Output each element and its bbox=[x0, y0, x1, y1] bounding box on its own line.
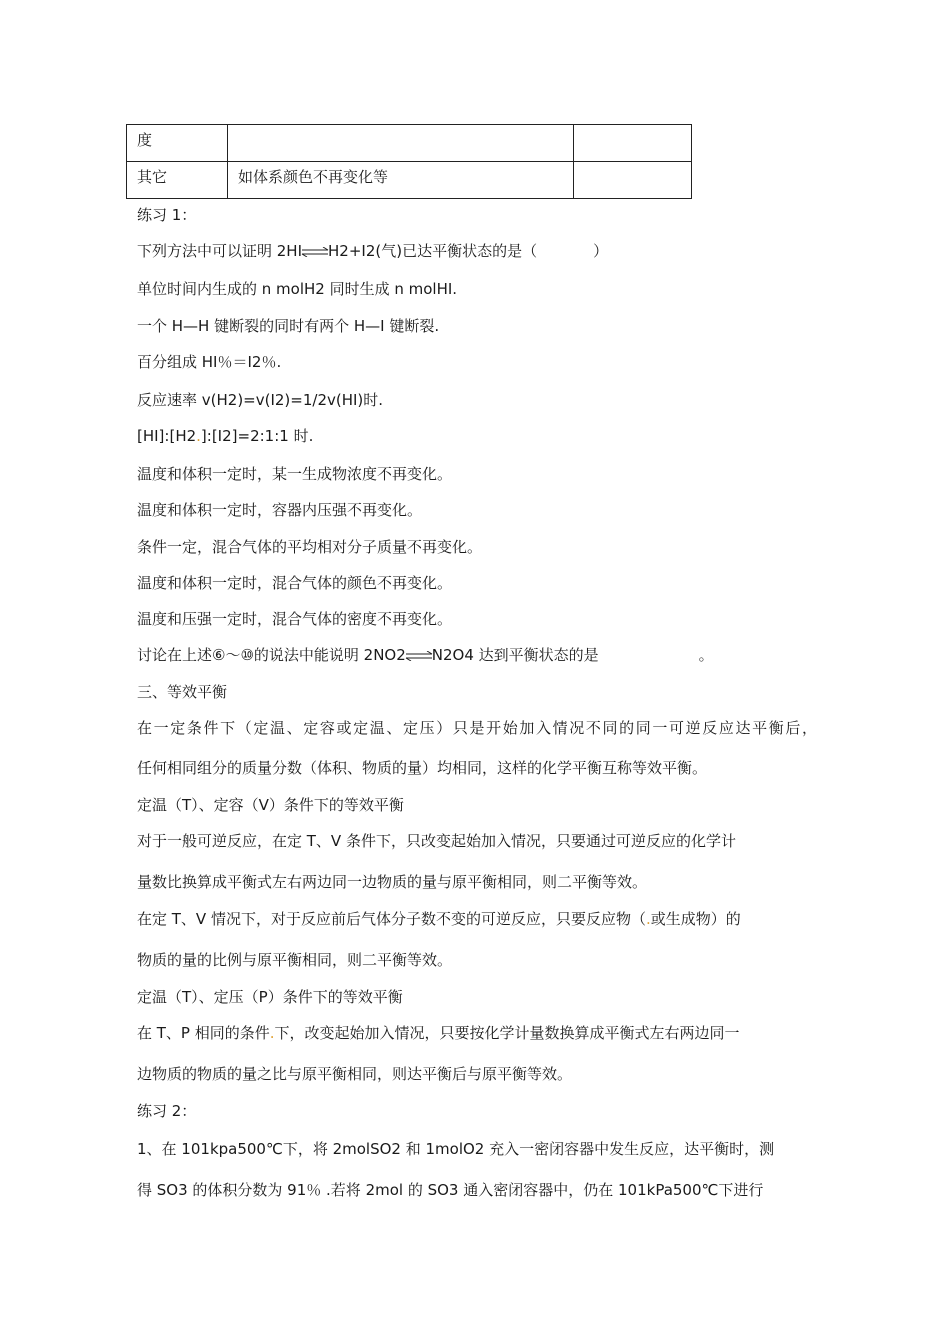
paragraph-line: 任何相同组分的质量分数（体积、物质的量）均相同，这样的化学平衡互称等效平衡。 bbox=[137, 759, 708, 777]
equilibrium-arrow-icon bbox=[301, 247, 329, 257]
table-cell: 度 bbox=[127, 125, 228, 162]
text-segment: 在 T、P 相同的条件 bbox=[137, 1024, 270, 1042]
exercise-2-heading: 练习 2： bbox=[137, 1102, 197, 1120]
exercise-1-heading: 练习 1： bbox=[137, 206, 197, 224]
text-segment: 。 bbox=[698, 646, 714, 664]
table-cell bbox=[574, 162, 692, 199]
option-line: 百分组成 HI％＝I2％. bbox=[137, 353, 282, 371]
text-segment: 下，改变起始加入情况，只要按化学计量数换算成平衡式左右两边同一 bbox=[274, 1024, 740, 1042]
text-segment: N2O4 达到平衡状态的是 bbox=[431, 646, 599, 664]
text-segment: 下列方法中可以证明 2HI bbox=[137, 242, 303, 260]
paragraph-line: 得 SO3 的体积分数为 91％ .若将 2mol 的 SO3 通入密闭容器中，仍在 101kPa500℃下进行 bbox=[137, 1181, 764, 1199]
text-segment: ） bbox=[593, 242, 609, 260]
option-line: 温度和体积一定时，容器内压强不再变化。 bbox=[137, 501, 423, 519]
paragraph-line: 1、在 101kpa500℃下，将 2molSO2 和 1molO2 充入一密闭容器中发生反应，达平衡时，测 bbox=[137, 1140, 775, 1158]
table-cell: 其它 bbox=[127, 162, 228, 199]
criteria-table bbox=[126, 124, 692, 199]
option-line: 反应速率 v(H2)=v(I2)=1/2v(HI)时. bbox=[137, 391, 384, 409]
text-segment: [HI]:[H2 bbox=[137, 427, 197, 445]
text-segment: 讨论在上述⑥～⑩的说法中能说明 2NO2 bbox=[137, 646, 406, 664]
text-segment: ]:[I2]=2:1:1 时. bbox=[200, 427, 314, 445]
subheading: 定温（T）、定压（P）条件下的等效平衡 bbox=[137, 988, 403, 1006]
table-cell bbox=[574, 125, 692, 162]
text-segment: 在定 T、V 情况下，对于反应前后气体分子数不变的可逆反应，只要反应物（ bbox=[137, 910, 646, 928]
option-line: 单位时间内生成的 n molH2 同时生成 n molHI. bbox=[137, 280, 458, 298]
option-line: 一个 H—H 键断裂的同时有两个 H—I 键断裂. bbox=[137, 317, 440, 335]
text-segment: H2+I2(气)已达平衡状态的是（ bbox=[328, 242, 538, 260]
option-line: 温度和体积一定时，某一生成物浓度不再变化。 bbox=[137, 465, 453, 483]
paragraph-line: 对于一般可逆反应，在定 T、V 条件下，只改变起始加入情况，只要通过可逆反应的化学计 bbox=[137, 832, 736, 850]
paragraph-line: 在 T、P 相同的条件.下，改变起始加入情况，只要按化学计量数换算成平衡式左右两边同一 bbox=[137, 1024, 740, 1042]
discussion-line bbox=[137, 645, 714, 665]
section-heading: 三、等效平衡 bbox=[137, 683, 228, 701]
option-line: 条件一定，混合气体的平均相对分子质量不再变化。 bbox=[137, 538, 483, 556]
option-line: 温度和体积一定时，混合气体的颜色不再变化。 bbox=[137, 574, 453, 592]
option-line: [HI]:[H2.]:[I2]=2:1:1 时. bbox=[137, 427, 314, 445]
table-row bbox=[127, 162, 692, 199]
option-line: 温度和压强一定时，混合气体的密度不再变化。 bbox=[137, 610, 453, 628]
paragraph-line: 在定 T、V 情况下，对于反应前后气体分子数不变的可逆反应，只要反应物（.或生成物）的 bbox=[137, 910, 741, 928]
paragraph-line: 在一定条件下（定温、定容或定温、定压）只是开始加入情况不同的同一可逆反应达平衡后， bbox=[137, 719, 817, 737]
text-segment: 或生成物）的 bbox=[650, 910, 741, 928]
table-cell bbox=[228, 125, 574, 162]
paragraph-line: 量数比换算成平衡式左右两边同一边物质的量与原平衡相同，则二平衡等效。 bbox=[137, 873, 648, 891]
paragraph-line: 物质的量的比例与原平衡相同，则二平衡等效。 bbox=[137, 951, 453, 969]
question-line bbox=[137, 241, 608, 261]
equilibrium-arrow-icon bbox=[405, 651, 433, 661]
subheading: 定温（T）、定容（V）条件下的等效平衡 bbox=[137, 796, 404, 814]
paragraph-line: 边物质的物质的量之比与原平衡相同，则达平衡后与原平衡等效。 bbox=[137, 1065, 573, 1083]
table-cell: 如体系颜色不再变化等 bbox=[228, 162, 574, 199]
table-row bbox=[127, 125, 692, 162]
